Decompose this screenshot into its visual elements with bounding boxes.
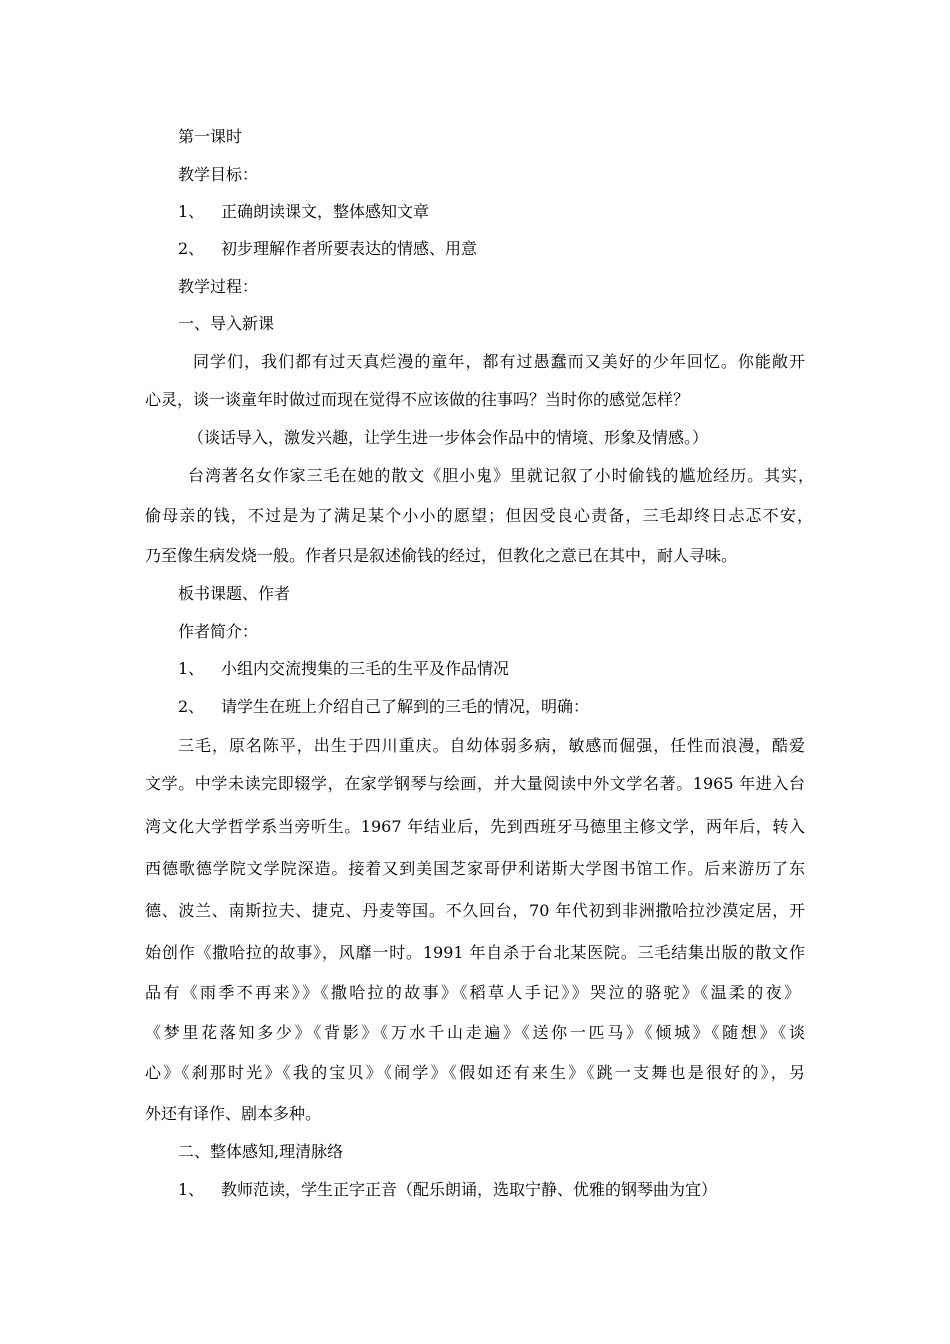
bio-line: 西德歌德学院文学院深造。接着又到美国芝家哥伊利诺斯大学图书馆工作。后来游历了东 xyxy=(145,859,805,878)
author-item-text: 请学生在班上介绍自己了解到的三毛的情况，明确： xyxy=(221,697,590,716)
bio-line: 《梦里花落知多少》《背影》《万水千山走遍》《送你一匹马》《倾城》《随想》《谈 xyxy=(145,1023,805,1042)
paragraph-line: 心灵，谈一谈童年时做过而现在觉得不应该做的往事吗？当时你的感觉怎样？ xyxy=(145,390,690,409)
bio-line: 湾文化大学哲学系当旁听生。1967 年结业后，先到西班牙马德里主修文学，两年后，转入 xyxy=(145,817,805,836)
bio-line: 始创作《撒哈拉的故事》，风靡一时。1991 年自杀于台北某医院。三毛结集出版的散文作 xyxy=(145,943,805,962)
paragraph-line: 乃至像生病发烧一般。作者只是叙述偷钱的经过，但教化之意已在其中，耐人寻味。 xyxy=(145,546,738,565)
lesson-title: 第一课时 xyxy=(178,127,243,146)
section-heading: 二、整体感知,理清脉络 xyxy=(178,1142,344,1161)
objective-text: 正确朗读课文，整体感知文章 xyxy=(221,202,430,221)
bio-line: 德、波兰、南斯拉夫、捷克、丹麦等国。不久回台，70 年代初到非洲撒哈拉沙漠定居，开 xyxy=(145,901,805,920)
bio-line: 心》《刹那时光》《我的宝贝》《闹学》《假如还有来生》《跳一支舞也是很好的》，另 xyxy=(145,1063,805,1082)
author-item-number: 1、 xyxy=(178,659,205,678)
author-item-number: 2、 xyxy=(178,697,205,716)
objective-number: 1、 xyxy=(178,202,205,221)
objective-text: 初步理解作者所要表达的情感、用意 xyxy=(221,239,478,258)
objectives-heading: 教学目标： xyxy=(178,165,259,184)
section-heading: 一、导入新课 xyxy=(178,314,275,333)
objective-number: 2、 xyxy=(178,239,205,258)
section2-item-number: 1、 xyxy=(178,1180,205,1199)
process-heading: 教学过程： xyxy=(178,277,259,296)
section2-item-text: 教师范读，学生正字正音（配乐朗诵，选取宁静、优雅的钢琴曲为宜） xyxy=(221,1180,718,1199)
bio-line: 品有《雨季不再来》》《撒哈拉的故事》《稻草人手记》》哭泣的骆驼》《温柔的夜》 xyxy=(145,983,800,1002)
bio-line: 文学。中学未读完即辍学，在家学钢琴与绘画，并大量阅读中外文学名著。1965 年进入台 xyxy=(145,774,805,793)
board-line: 板书课题、作者 xyxy=(178,584,291,603)
bio-line: 三毛，原名陈平，出生于四川重庆。自幼体弱多病，敏感而倔强，任性而浪漫，酷爱 xyxy=(178,736,805,755)
paragraph-line: 偷母亲的钱，不过是为了满足某个小小的愿望；但因受良心责备，三毛却终日忐忑不安， xyxy=(145,506,813,525)
paragraph-line: 同学们，我们都有过天真烂漫的童年，都有过愚蠢而又美好的少年回忆。你能敞开 xyxy=(193,352,805,371)
teaching-note: （谈话导入，激发兴趣，让学生进一步体会作品中的情境、形象及情感。） xyxy=(188,428,709,447)
bio-line: 外还有译作、剧本多种。 xyxy=(145,1104,322,1123)
paragraph-line: 台湾著名女作家三毛在她的散文《胆小鬼》里就记叙了小时偷钱的尴尬经历。其实， xyxy=(188,466,814,485)
author-item-text: 小组内交流搜集的三毛的生平及作品情况 xyxy=(221,659,510,678)
author-heading: 作者简介： xyxy=(178,622,259,641)
